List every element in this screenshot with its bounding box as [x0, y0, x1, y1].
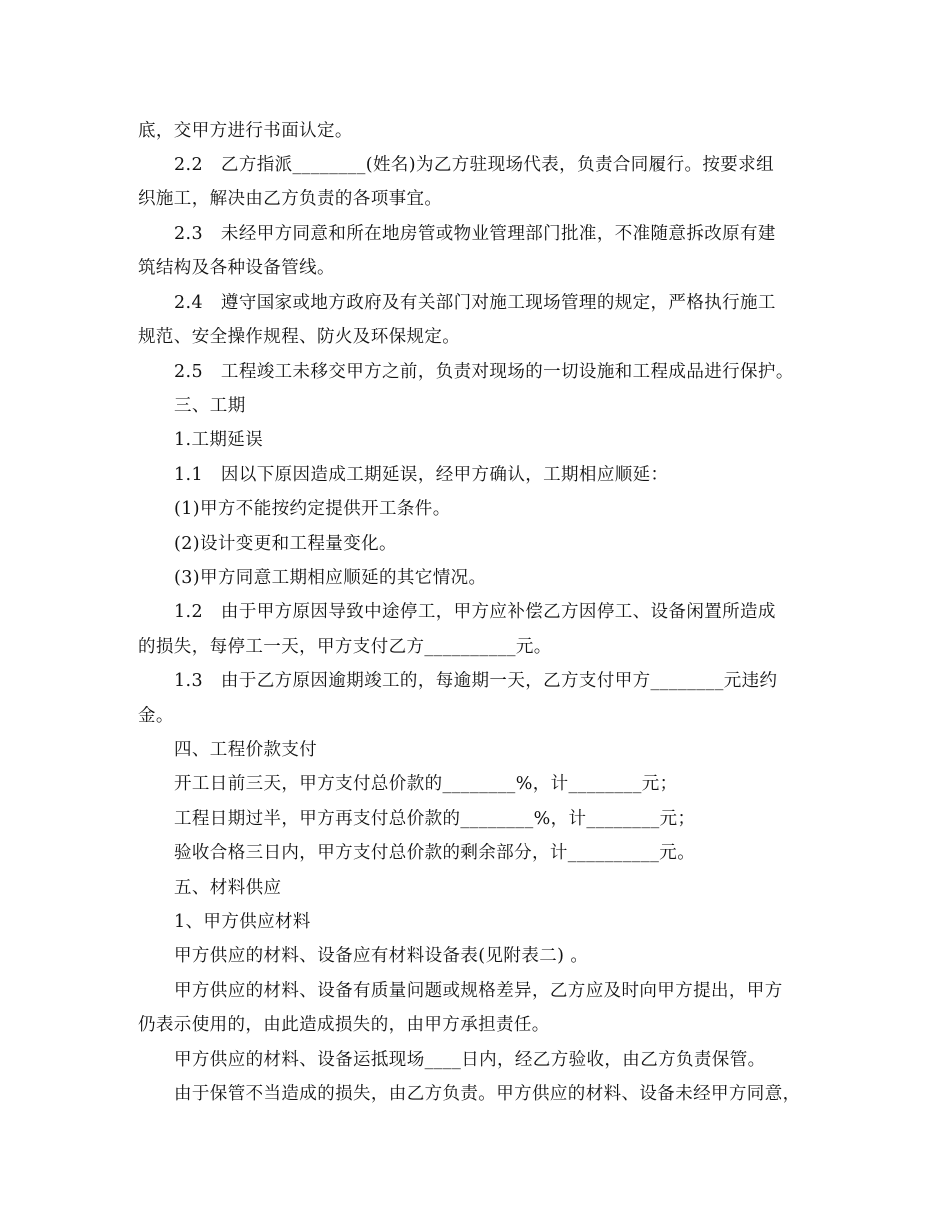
text-line: 2.5 工程竣工未移交甲方之前，负责对现场的一切设施和工程成品进行保护。 [174, 362, 794, 382]
text-line: 1.2 由于甲方原因导致中途停工，甲方应补偿乙方因停工、设备闲置所造成 [174, 602, 776, 622]
section-heading: 五、材料供应 [174, 878, 282, 898]
subsection-heading: 1.工期延误 [174, 430, 264, 450]
section-heading: 三、工期 [174, 396, 246, 416]
list-item: (2)设计变更和工程量变化。 [174, 534, 397, 554]
section-heading: 四、工程价款支付 [174, 740, 318, 760]
text-line: 由于保管不当造成的损失，由乙方负责。甲方供应的材料、设备未经甲方同意， [174, 1084, 801, 1104]
text-line: 1.1 因以下原因造成工期延误，经甲方确认，工期相应顺延： [174, 465, 669, 485]
text-line: 仍表示使用的，由此造成损失的，由甲方承担责任。 [138, 1015, 550, 1035]
text-line: 1.3 由于乙方原因逾期竣工的，每逾期一天，乙方支付甲方________元违约 [174, 671, 778, 691]
text-line: 甲方供应的材料、设备应有材料设备表(见附表二) 。 [174, 946, 589, 966]
list-item: (1)甲方不能按约定提供开工条件。 [174, 499, 451, 519]
subsection-heading: 1、甲方供应材料 [174, 912, 311, 932]
text-line: 甲方供应的材料、设备有质量问题或规格差异，乙方应及时向甲方提出，甲方 [174, 981, 783, 1001]
text-line: 甲方供应的材料、设备运抵现场____日内，经乙方验收，由乙方负责保管。 [174, 1050, 766, 1070]
text-line: 2.3 未经甲方同意和所在地房管或物业管理部门批准，不准随意拆改原有建 [174, 224, 776, 244]
text-line: 底，交甲方进行书面认定。 [138, 121, 353, 141]
text-line: 工程日期过半，甲方再支付总价款的________%，计________元； [174, 809, 696, 829]
text-line: 金。 [138, 706, 174, 726]
text-line: 规范、安全操作规程、防火及环保规定。 [138, 327, 461, 347]
text-line: 的损失，每停工一天，甲方支付乙方__________元。 [138, 637, 552, 657]
text-line: 筑结构及各种设备管线。 [138, 258, 335, 278]
text-line: 验收合格三日内，甲方支付总价款的剩余部分，计__________元。 [174, 843, 696, 863]
list-item: (3)甲方同意工期相应顺延的其它情况。 [174, 568, 487, 588]
text-line: 2.2 乙方指派________(姓名)为乙方驻现场代表，负责合同履行。按要求组 [174, 155, 774, 175]
text-line: 2.4 遵守国家或地方政府及有关部门对施工现场管理的规定，严格执行施工 [174, 293, 776, 313]
text-line: 织施工，解决由乙方负责的各项事宜。 [138, 189, 443, 209]
text-line: 开工日前三天，甲方支付总价款的________%，计________元； [174, 774, 678, 794]
